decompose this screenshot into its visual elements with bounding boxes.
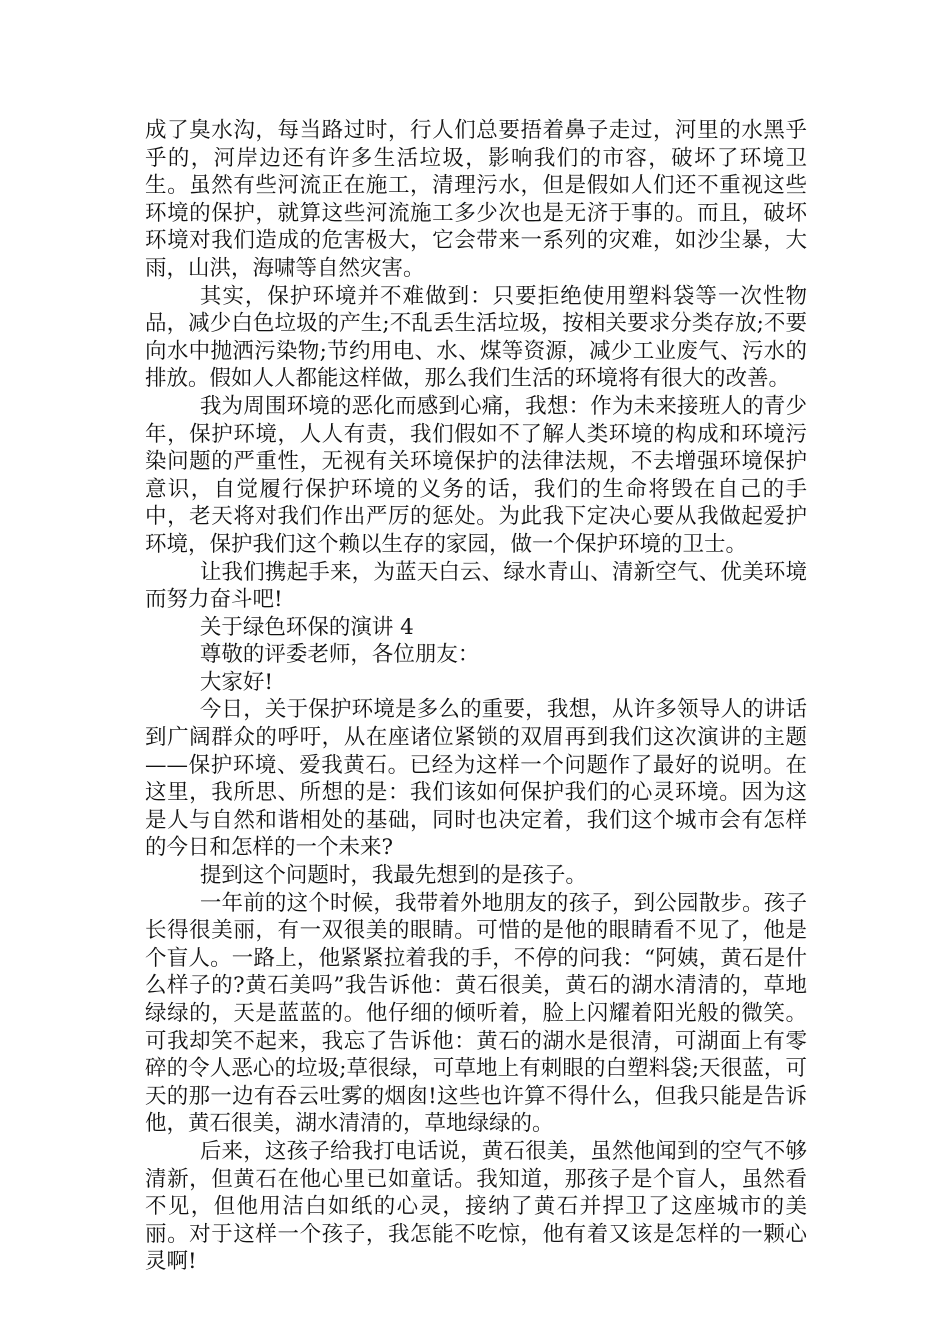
greeting: 大家好! [199, 669, 273, 695]
paragraph-continuation: 成了臭水沟，每当路过时，行人们总要捂着鼻子走过，河里的水黑乎乎的，河岸边还有许多生活垃圾，影响我们的市容，破坏了环境卫生。虽然有些河流正在施工，清理污水，但是假如人们还不重视这些环境的保护，就算这些河流施工多少次也是无济于事的。而且，破坏环境对我们造成的危害极大，它会带来一系列的灾难，如沙尘暴，大雨，山洪，海啸等自然灾害。 [145, 118, 807, 281]
paragraph: 提到这个问题时，我最先想到的是孩子。 [199, 863, 587, 889]
document-body [145, 117, 807, 1276]
paragraph: 我为周围环境的恶化而感到心痛，我想：作为未来接班人的青少年，保护环境，人人有责，我们假如不了解人类环境的构成和环境污染问题的严重性，无视有关环境保护的法律法规，不去增强环境保护意识，自觉履行保护环境的义务的话，我们的生命将毁在自己的手中，老天将对我们作出严厉的惩处。为此我下定决心要从我做起爱护环境，保护我们这个赖以生存的家园，做一个保护环境的卫士。 [145, 393, 807, 557]
paragraph: 今日，关于保护环境是多么的重要，我想，从许多领导人的讲话到广阔群众的呼吁，从在座诸位紧锁的双眉再到我们这次演讲的主题——保护环境、爱我黄石。已经为这样一个问题作了最好的说明。在这里，我所思、所想的是：我们该如何保护我们的心灵环境。因为这是人与自然和谐相处的基础，同时也决定着，我们这个城市会有怎样的今日和怎样的一个未来? [145, 697, 807, 861]
salutation: 尊敬的评委老师，各位朋友： [199, 642, 480, 668]
paragraph: 其实，保护环境并不难做到：只要拒绝使用塑料袋等一次性物品，减少白色垃圾的产生;不乱丢生活垃圾，按相关要求分类存放;不要向水中抛洒污染物;节约用电、水、煤等资源，减少工业废气、污水的排放。假如人人都能这样做，那么我们生活的环境将有很大的改善。 [145, 283, 807, 392]
paragraph: 后来，这孩子给我打电话说，黄石很美，虽然他闻到的空气不够清新，但黄石在他心里已如童话。我知道，那孩子是个盲人，虽然看不见，但他用洁白如纸的心灵，接纳了黄石并捍卫了这座城市的美丽。对于这样一个孩子，我怎能不吃惊，他有着又该是怎样的一颗心灵啊! [145, 1138, 807, 1275]
paragraph: 一年前的这个时候，我带着外地朋友的孩子，到公园散步。孩子长得很美丽，有一双很美的眼睛。可惜的是他的眼睛看不见了，他是个盲人。一路上，他紧紧拉着我的手，不停的问我：“阿姨，黄石是什么样子的?黄石美吗”我告诉他：黄石很美，黄石的湖水清清的，草地绿绿的，天是蓝蓝的。他仔细的倾听着，脸上闪耀着阳光般的微笑。可我却笑不起来，我忘了告诉他：黄石的湖水是很清，可湖面上有零碎的令人恶心的垃圾;草很绿，可草地上有刺眼的白塑料袋;天很蓝，可天的那一边有吞云吐雾的烟囱!这些也许算不得什么，但我只能是告诉他，黄石很美，湖水清清的，草地绿绿的。 [145, 890, 807, 1137]
paragraph: 让我们携起手来，为蓝天白云、绿水青山、清新空气、优美环境而努力奋斗吧! [145, 559, 807, 613]
section-heading: 关于绿色环保的演讲 4 [199, 614, 414, 640]
